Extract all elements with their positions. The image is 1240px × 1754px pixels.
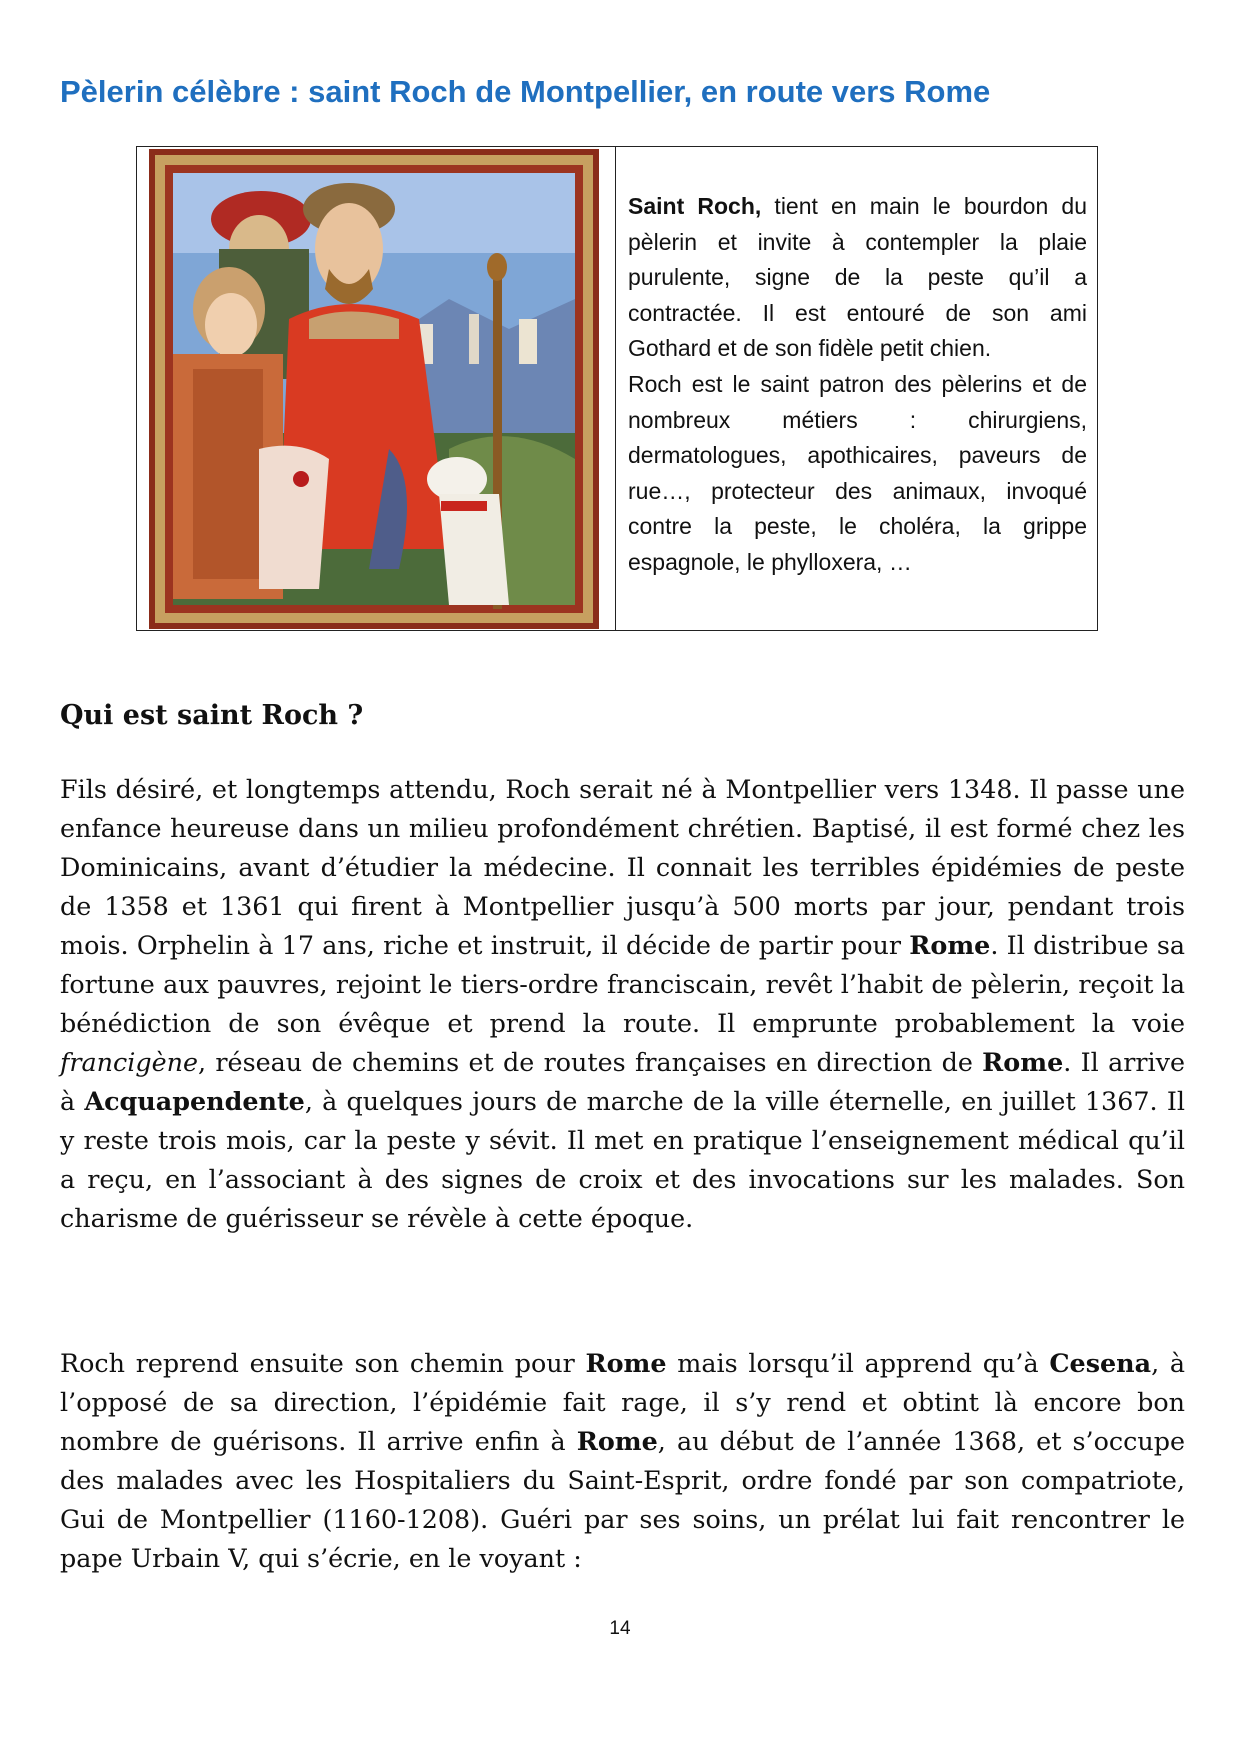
p2-text-4: , au début de l’année 1368, et s’occupe des malades avec les Hospitaliers du Saint-Esprit, ordre fondé par son compatriote, Gui de Montpellier (1160-1208). Guéri par ses soins, un prélat lui fait rencontrer le pape Urbain V, qui s’écrie, en le voyant : [60, 1426, 1185, 1573]
p2-text-2: mais lorsqu’il apprend qu’à [666, 1348, 1050, 1378]
figure-image-cell [137, 147, 616, 630]
p2-bold-1: Rome [585, 1348, 667, 1378]
p2-bold-2: Cesena [1049, 1348, 1152, 1378]
p1-text-3: , réseau de chemins et de routes françaises en direction de [198, 1047, 983, 1077]
figure-table [136, 146, 1098, 631]
figure-caption [616, 147, 1097, 630]
caption-lead: Saint Roch, [628, 193, 762, 219]
p2-bold-3: Rome [576, 1426, 658, 1456]
body-paragraph-2 [60, 1344, 1185, 1578]
p1-italic-1: francigène [60, 1047, 199, 1077]
p1-text-2: . Il distribue sa fortune aux pauvres, rejoint le tiers-ordre franciscain, revêt l’habit de pèlerin, reçoit la bénédiction de son évêque et prend la route. Il emprunte probablement la voie [60, 930, 1186, 1038]
figure-caption-paragraph-2: Roch est le saint patron des pèlerins et de nombreux métiers : chirurgiens, dermatologues, apothicaires, paveurs de rue…, protecteur des animaux, invoqué contre la peste, le choléra, la grippe espagnole, le phylloxera, … [628, 370, 1087, 575]
body-paragraph-1 [60, 770, 1185, 1238]
figure-caption-paragraph-1 [628, 189, 1087, 367]
section-heading: Qui est saint Roch ? [60, 700, 364, 731]
p1-text-1: Fils désiré, et longtemps attendu, Roch serait né à Montpellier vers 1348. Il passe une enfance heureuse dans un milieu profondément chrétien. Baptisé, il est formé chez les Dominicains, avant d’étudier la médecine. Il connait les terribles épidémies de peste de 1358 et 1361 qui firent à Montpellier jusqu’à 500 morts par jour, pendant trois mois. Orphelin à 17 ans, riche et instruit, il décide de partir pour [60, 774, 1185, 960]
p1-bold-1: Rome [909, 930, 991, 960]
caption-text-1: tient en main le bourdon du pèlerin et invite à contempler la plaie purulente, signe de la peste qu’il a contractée. Il est entouré de son ami Gothard et de son fidèle petit chien. [628, 193, 1087, 362]
p2-text-1: Roch reprend ensuite son chemin pour [60, 1348, 586, 1378]
page-title: Pèlerin célèbre : saint Roch de Montpellier, en route vers Rome [60, 74, 991, 109]
p1-text-4: . Il arrive à [60, 1047, 1185, 1116]
p1-bold-2: Rome [982, 1047, 1064, 1077]
saint-roch-illumination-icon [149, 149, 599, 629]
p1-text-5: , à quelques jours de marche de la ville éternelle, en juillet 1367. Il y reste trois mois, car la peste y sévit. Il met en pratique l’enseignement médical qu’il a reçu, en l’associant à des signes de croix et des invocations sur les malades. Son charisme de guérisseur se révèle à cette époque. [60, 1086, 1185, 1233]
p1-bold-3: Acquapendente [84, 1086, 305, 1116]
p2-text-3: , à l’opposé de sa direction, l’épidémie fait rage, il s’y rend et obtint là encore bon nombre de guérisons. Il arrive enfin à [60, 1348, 1186, 1456]
page-number: 14 [609, 1618, 631, 1639]
